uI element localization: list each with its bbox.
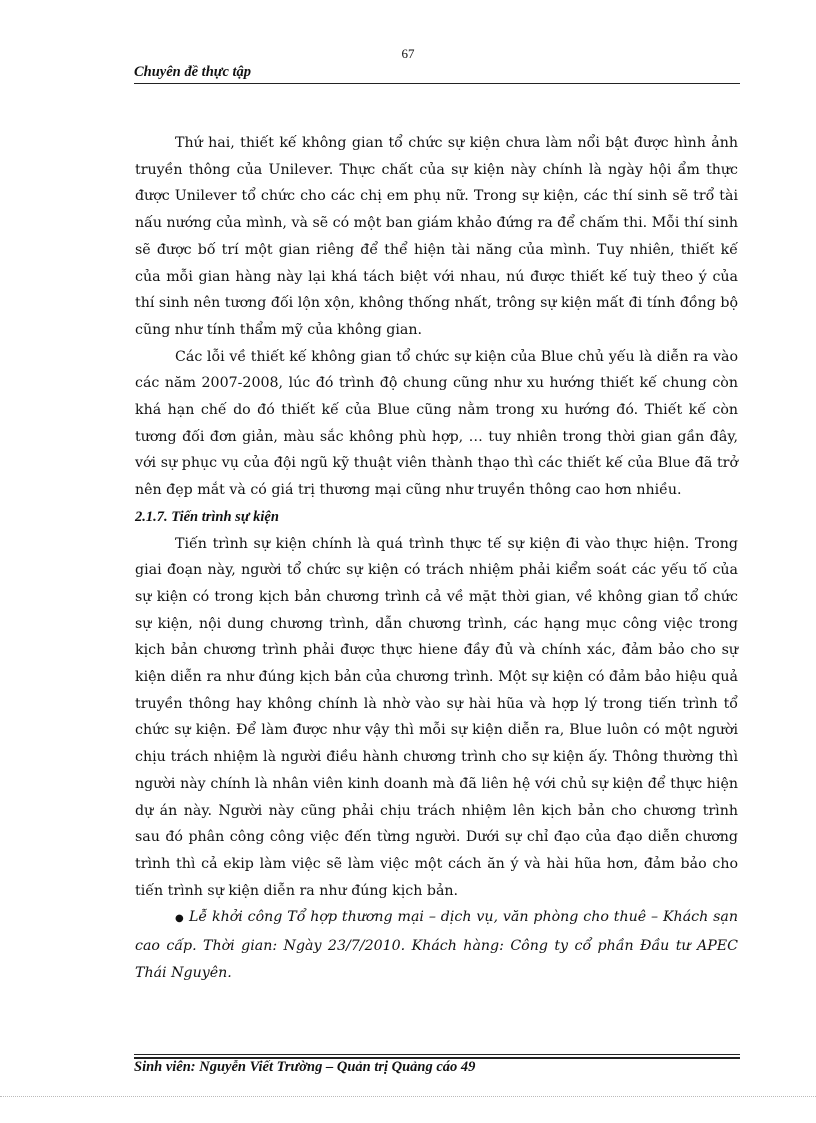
header-title: Chuyên đề thực tập [134,64,252,80]
page-number: 67 [401,46,415,61]
header-divider [134,83,740,84]
paragraph-blue-design-errors: Các lỗi về thiết kế không gian tổ chức sự kiện của Blue chủ yếu là diễn ra vào các năm 2007-2008, lúc đó trình độ chung cũng như xu hướng thiết kế chung còn khá hạn chế do đó thiết kế của Blue cũng nằm trong xu hướng đó. Thiết kế còn tương đối đơn giản, màu sắc không phù hợp, … tuy nhiên trong thời gian gần đây, với sự phục vụ của đội ngũ kỹ thuật viên thành thạo thì các thiết kế của Blue đã trở nên đẹp mắt và có giá trị thương mại cũng như truyền thông cao hơn nhiều. [135,348,738,499]
page-bottom-border [0,1096,816,1097]
document-body [135,130,738,987]
footer-text: Sinh viên: Nguyễn Viết Trường – Quản trị Quảng cáo 49 [134,1059,476,1075]
paragraph-unilever-design: Thứ hai, thiết kế không gian tổ chức sự kiện chưa làm nổi bật được hình ảnh truyền thông của Unilever. Thực chất của sự kiện này chính là ngày hội ẩm thực được Unilever tổ chức cho các chị em phụ nữ. Trong sự kiện, các thí sinh sẽ trổ tài nấu nướng của mình, và sẽ có một ban giám khảo đứng ra để chấm thi. Mỗi thí sinh sẽ được bố trí một gian riêng để thể hiện tài năng của mình. Tuy nhiên, thiết kế của mỗi gian hàng này lại khá tách biệt với nhau, nú được thiết kế tuỳ theo ý của thí sinh nên tương đối lộn xộn, không thống nhất, trông sự kiện mất đi tính đồng bộ cũng như tính thẩm mỹ của không gian. [135,135,738,338]
section-heading: 2.1.7. Tiến trình sự kiện [135,508,279,525]
bullet-icon: ● [175,913,185,925]
footer-divider-thin [134,1054,740,1055]
bullet-item [135,904,738,986]
bullet-text: Lễ khởi công Tổ hợp thương mại – dịch vụ, văn phòng cho thuê – Khách sạn cao cấp. Thời gian: Ngày 23/7/2010. Khách hàng: Công ty cổ phần Đầu tư APEC Thái Nguyên. [135,909,738,981]
paragraph-event-process: Tiến trình sự kiện chính là quá trình thực tế sự kiện đi vào thực hiện. Trong giai đoạn này, người tổ chức sự kiện có trách nhiệm phải kiểm soát các yếu tố của sự kiện có trong kịch bản chương trình cả về mặt thời gian, về không gian tổ chức sự kiện, nội dung chương trình, dẫn chương trình, các hạng mục công việc trong kịch bản chương trình phải được thực hiene đầy đủ và chính xác, đảm bảo cho sự kiện diễn ra như đúng kịch bản của chương trình. Một sự kiện có đảm bảo hiệu quả truyền thông hay không chính là nhờ vào sự hài hũa và hợp lý trong tiến trình tổ chức sự kiện. Để làm được như vậy thì mỗi sự kiện diễn ra, Blue luôn có một người chịu trách nhiệm là người điều hành chương trình cho sự kiện ấy. Thông thường thì người này chính là nhân viên kinh doanh mà đã liên hệ với chủ sự kiện để thực hiện dự án này. Người này cũng phải chịu trách nhiệm lên kịch bản cho chương trình sau đó phân công công việc đến từng người. Dưới sự chỉ đạo của đạo diễn chương trình thì cả ekip làm việc sẽ làm việc một cách ăn ý và hài hũa hơn, đảm bảo cho tiến trình sự kiện diễn ra như đúng kịch bản. [135,535,738,899]
